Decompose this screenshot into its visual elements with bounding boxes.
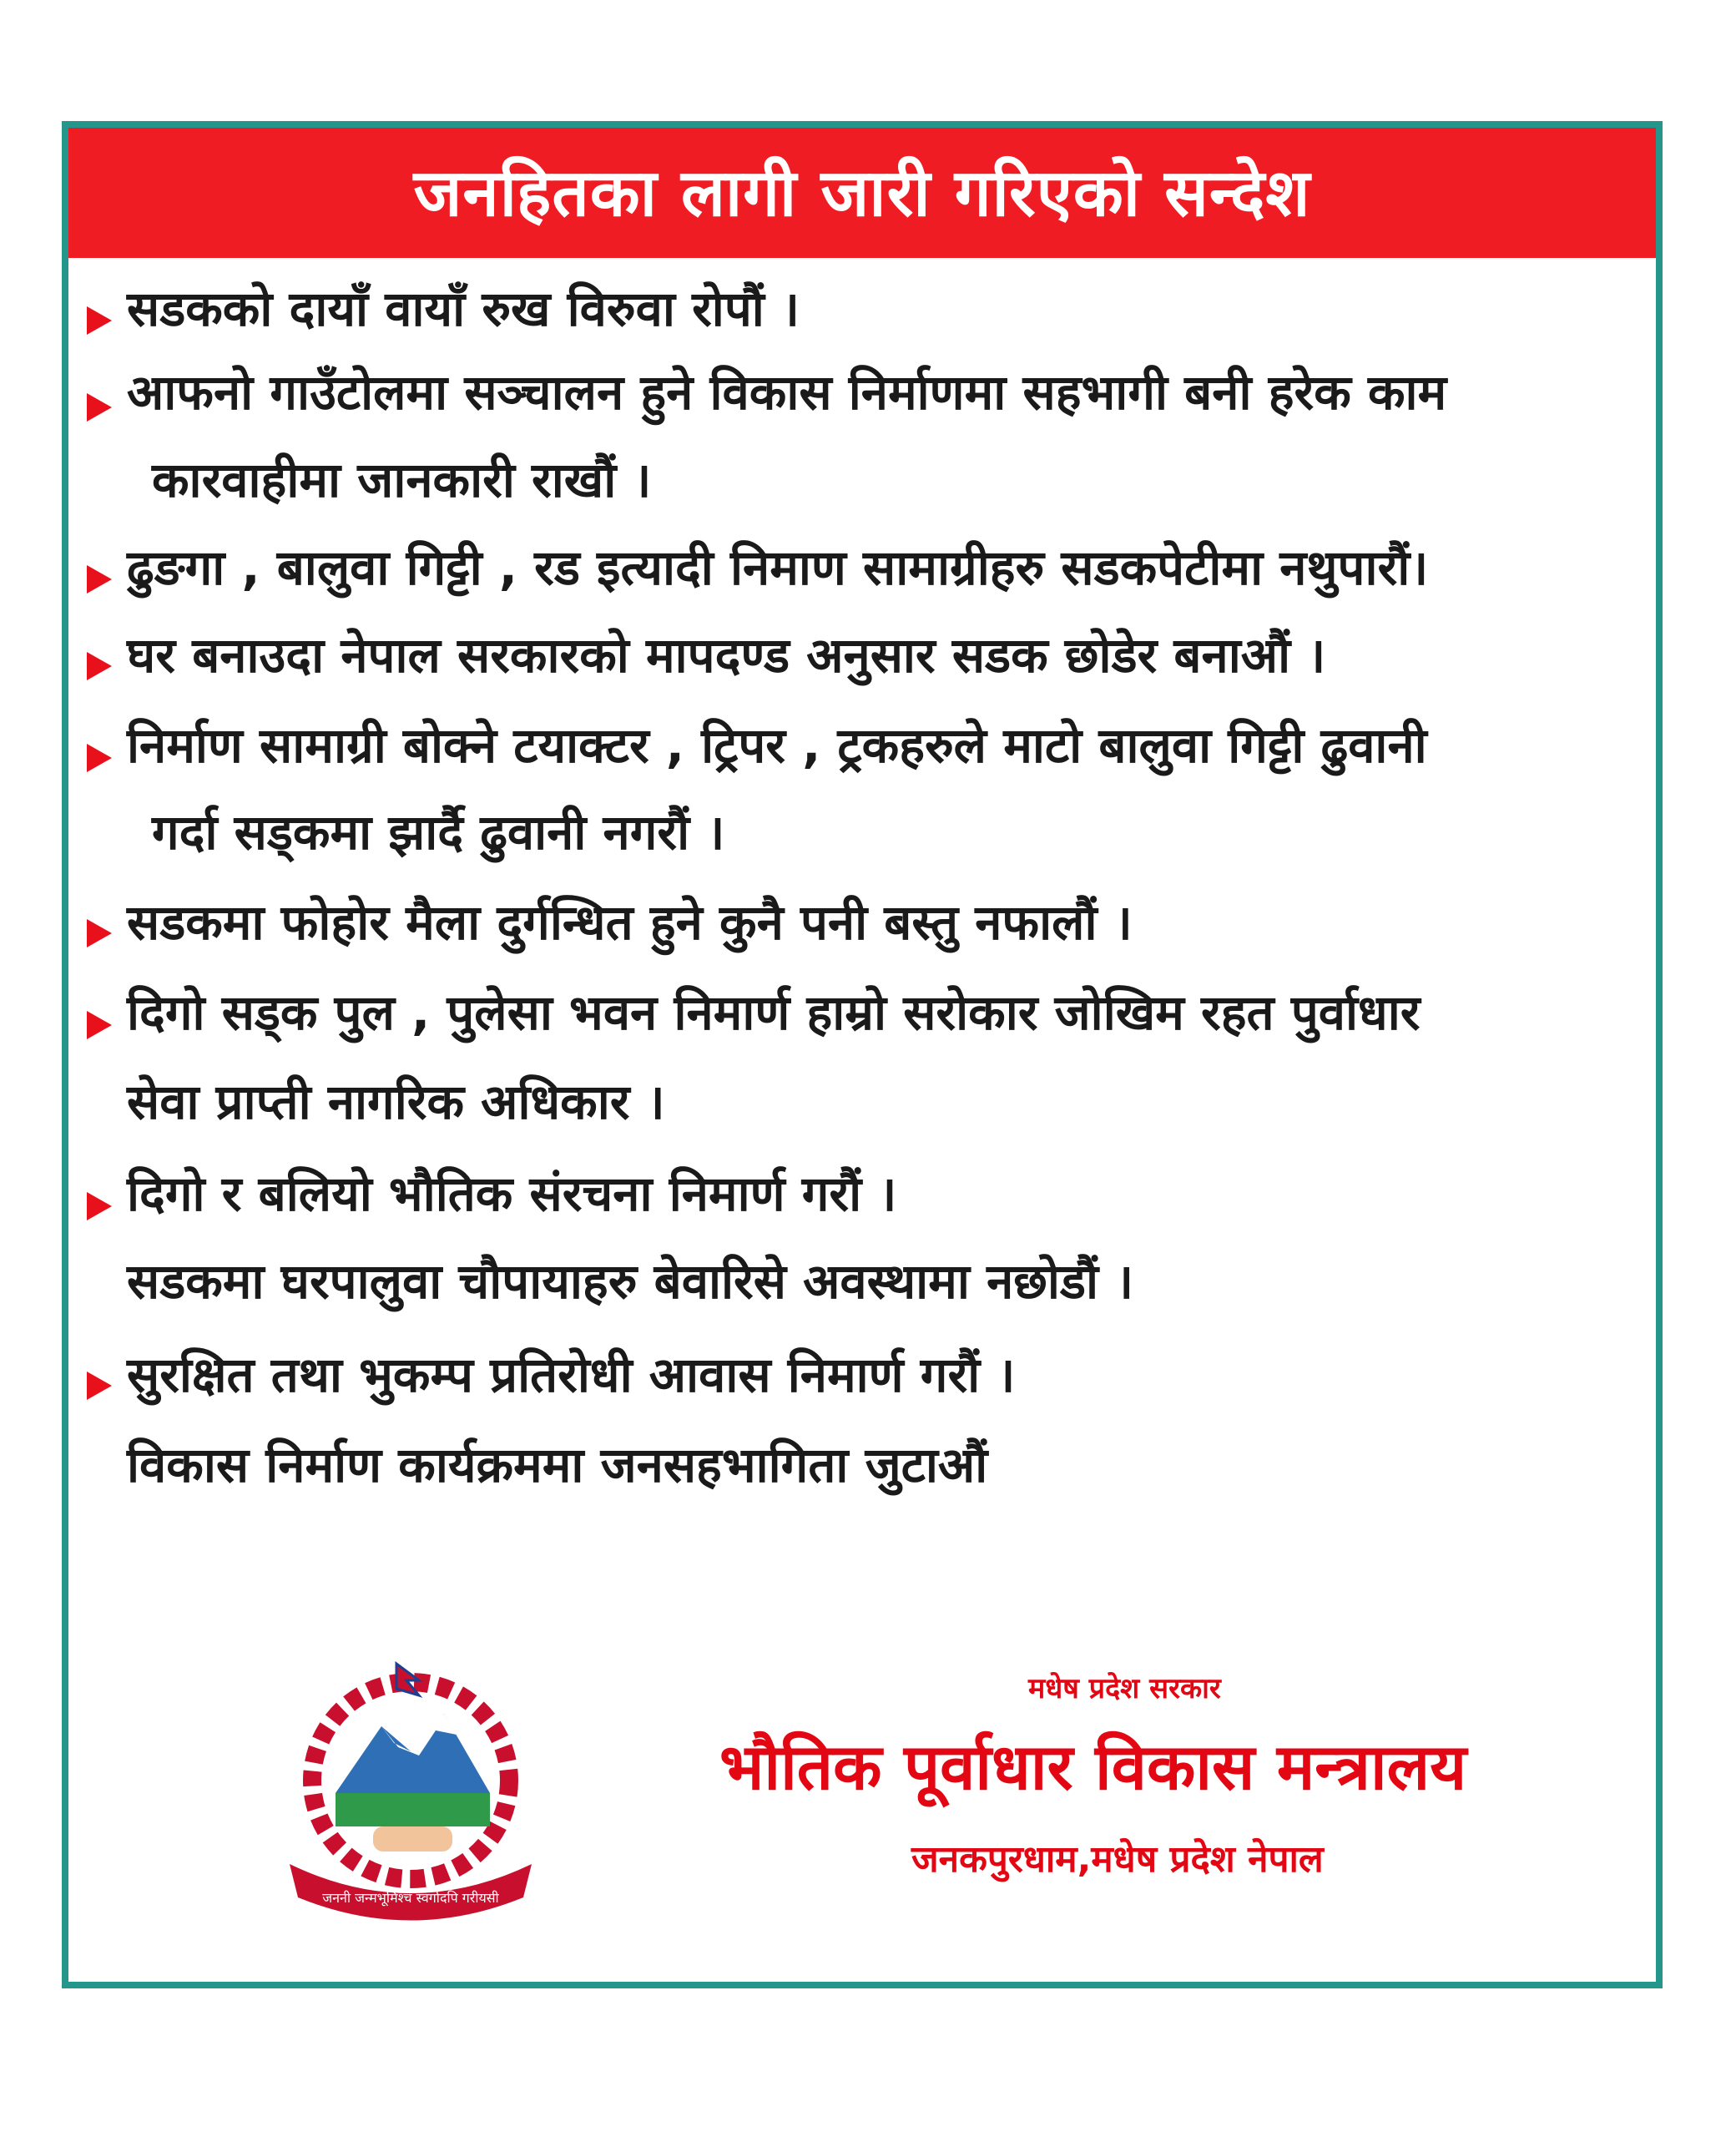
message-line: दिगो सड्क पुल , पुलेसा भवन निमार्ण हाम्रो सरोकार जोखिम रहत पुर्वाधार bbox=[127, 984, 1421, 1041]
nepal-emblem-icon bbox=[256, 1655, 565, 1931]
message-line: ढुङगा , बालुवा गिट्टी , रड इत्यादी निमाण सामाग्रीहरु सडकपेटीमा नथुपारौं। bbox=[127, 539, 1429, 596]
bullet-icon bbox=[87, 744, 112, 772]
bullet-icon bbox=[87, 1011, 112, 1039]
message-line: निर्माण सामाग्री बोक्ने टयाक्टर , ट्रिपर , ट्रकहरुले माटो बालुवा गिट्टी ढुवानी bbox=[127, 717, 1427, 774]
title-banner bbox=[68, 128, 1656, 258]
ministry-address: जनकपुरधाम,मधेष प्रदेश नेपाल bbox=[911, 1838, 1324, 1881]
message-line: सडकको दायाँ वायाँ रुख विरुवा रोपौं । bbox=[127, 280, 800, 337]
bullet-icon bbox=[87, 652, 112, 680]
bullet-icon bbox=[87, 306, 112, 335]
bullet-icon bbox=[87, 919, 112, 947]
bullet-icon bbox=[87, 1192, 112, 1220]
message-line: सेवा प्राप्ती नागरिक अधिकार । bbox=[127, 1074, 665, 1130]
message-line: विकास निर्माण कार्यक्रममा जनसहभागिता जुटाऔं bbox=[127, 1437, 988, 1493]
message-line: दिगो र बलियो भौतिक संरचना निमार्ण गरौं । bbox=[127, 1165, 897, 1222]
notice-title: जनहितका लागी जारी गरिएको सन्देश bbox=[413, 156, 1311, 231]
bullet-icon bbox=[87, 393, 112, 422]
message-line: कारवाहीमा जानकारी राखौं । bbox=[152, 452, 652, 508]
message-line: सुरक्षित तथा भुकम्प प्रतिरोधी आवास निमार्ण गरौं । bbox=[127, 1346, 1016, 1403]
notice-frame bbox=[62, 121, 1663, 1988]
emblem-motto: जननी जन्मभूमिश्च स्वर्गादपि गरीयसी bbox=[322, 1890, 499, 1906]
government-name: मधेष प्रदेश सरकार bbox=[1028, 1672, 1221, 1705]
bullet-icon bbox=[87, 565, 112, 594]
message-line: सडकमा घरपालुवा चौपायाहरु बेवारिसे अवस्थामा नछोडौं । bbox=[127, 1253, 1134, 1310]
message-line: गर्दा सड्कमा झार्दै ढुवानी नगरौं । bbox=[152, 804, 725, 861]
ministry-name: भौतिक पूर्वाधार विकास मन्त्रालय bbox=[719, 1730, 1467, 1804]
message-line: घर बनाउदा नेपाल सरकारको मापदण्ड अनुसार सडक छोडेर बनाऔं । bbox=[127, 627, 1326, 684]
message-line: सडकमा फोहोर मैला दुर्गन्धित हुने कुनै पनी बस्तु नफालौं । bbox=[127, 894, 1133, 951]
message-line: आफनो गाउँटोलमा सञ्चालन हुने विकास निर्माणमा सहभागी बनी हरेक काम bbox=[127, 364, 1447, 421]
bullet-icon bbox=[87, 1372, 112, 1400]
